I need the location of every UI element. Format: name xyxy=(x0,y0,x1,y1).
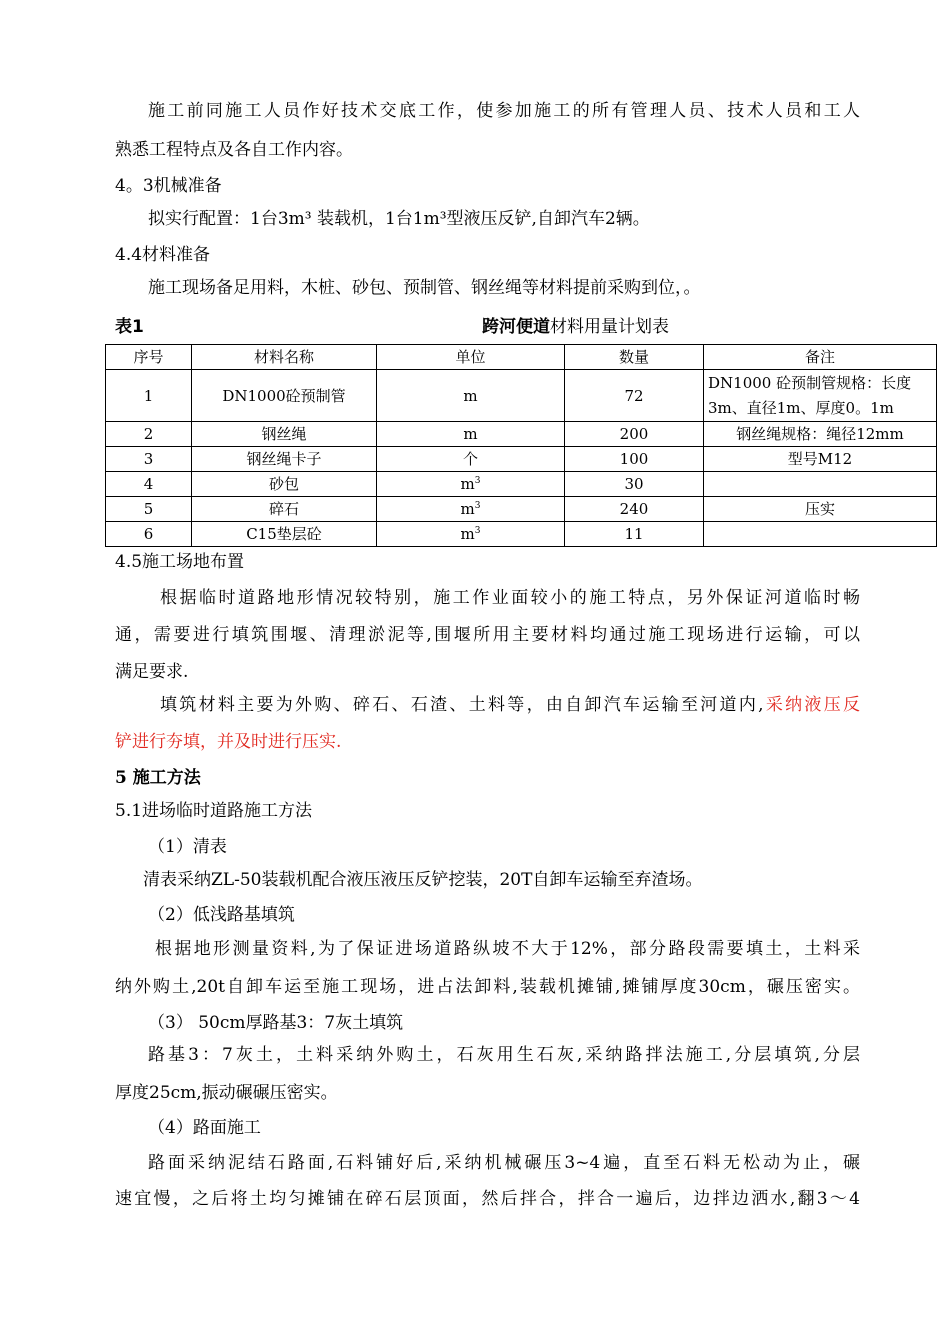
unit-text: m xyxy=(460,475,475,493)
table-caption-title xyxy=(482,312,669,337)
paragraph-line: 根据临时道路地形情况较特别，施工作业面较小的施工特点，另外保证河道临时畅 xyxy=(160,588,860,608)
paragraph-line: 路基3：7灰土，土料采纳外购土，石灰用生石灰,采纳路拌法施工,分层填筑,分层 xyxy=(148,1045,860,1065)
paragraph-line: 通，需要进行填筑围堰、清理淤泥等,围堰所用主要材料均通过施工现场进行运输，可以 xyxy=(115,625,860,645)
section-heading-4-4: 4.4材料准备 xyxy=(115,245,211,265)
paragraph-line: 路面采纳泥结石路面,石料铺好后,采纳机械碾压3~4遍，直至石料无松动为止，碾 xyxy=(148,1153,860,1173)
table-row xyxy=(106,497,937,522)
cell-note xyxy=(704,522,937,547)
cell-name: 碎石 xyxy=(192,497,377,522)
cell-note: 压实 xyxy=(704,497,937,522)
section-heading-5-1: 5.1进场临时道路施工方法 xyxy=(115,801,313,821)
cell-name: C15垫层砼 xyxy=(192,522,377,547)
header-cell: 序号 xyxy=(106,345,192,370)
paragraph-line: 清表采纳ZL-50装载机配合液压液压反铲挖装，20T自卸车运输至弃渣场。 xyxy=(143,870,703,890)
highlighted-text: 采纳液压反 xyxy=(763,695,861,715)
paragraph-line: 施工现场备足用料，木桩、砂包、预制管、钢丝绳等材料提前采购到位，。 xyxy=(148,278,701,298)
cell-name: 钢丝绳 xyxy=(192,422,377,447)
header-cell: 备注 xyxy=(704,345,937,370)
cell-name: DN1000砼预制管 xyxy=(192,370,377,422)
table-row xyxy=(106,447,937,472)
header-cell: 单位 xyxy=(377,345,565,370)
cell-unit: m xyxy=(377,370,565,422)
paragraph-line: 厚度25cm,振动碾碾压密实。 xyxy=(115,1083,338,1103)
section-heading-5: 5 施工方法 xyxy=(115,768,201,788)
cell-qty: 30 xyxy=(565,472,704,497)
table-row xyxy=(106,422,937,447)
table-row xyxy=(106,370,937,422)
cell-note xyxy=(704,370,937,422)
table-caption-title-rest: 材料用量计划表 xyxy=(550,317,669,337)
table-row xyxy=(106,472,937,497)
section-heading-4-3: 4。3机械准备 xyxy=(115,176,222,196)
paragraph-line: 满足要求. xyxy=(115,662,189,682)
cell-no: 3 xyxy=(106,447,192,472)
header-cell: 数量 xyxy=(565,345,704,370)
cell-no: 5 xyxy=(106,497,192,522)
section-heading-4-5: 4.5施工场地布置 xyxy=(115,552,245,572)
cell-qty: 200 xyxy=(565,422,704,447)
cell-qty: 100 xyxy=(565,447,704,472)
header-cell: 材料名称 xyxy=(192,345,377,370)
cell-qty: 72 xyxy=(565,370,704,422)
highlighted-text: 铲进行夯填，并及时进行压实. xyxy=(115,732,342,752)
cell-no: 1 xyxy=(106,370,192,422)
table-caption xyxy=(115,312,860,336)
cell-name: 砂包 xyxy=(192,472,377,497)
paragraph-line: 拟实行配置：1台3m³ 装载机，1台1m³型液压反铲,自卸汽车2辆。 xyxy=(148,209,650,229)
paragraph-line: 纳外购土,20t自卸车运至施工现场，进占法卸料,装载机摊铺,摊铺厚度30cm，碾压密实。 xyxy=(115,977,860,997)
unit-superscript: 3 xyxy=(474,501,481,511)
unit-text: m xyxy=(460,525,475,543)
cell-unit: m xyxy=(377,422,565,447)
item-title: （4）路面施工 xyxy=(148,1118,261,1138)
cell-note: 钢丝绳规格：绳径12mm xyxy=(704,422,937,447)
cell-note-line: DN1000 砼预制管规格：长度 xyxy=(708,373,912,392)
item-title: （2）低浅路基填筑 xyxy=(148,905,295,925)
cell-note-line: 3m、直径1m、厚度0。1m xyxy=(708,398,894,417)
cell-no: 6 xyxy=(106,522,192,547)
table-caption-label: 表1 xyxy=(115,317,144,337)
cell-qty: 240 xyxy=(565,497,704,522)
item-title: （1）清表 xyxy=(148,837,227,857)
table-row xyxy=(106,522,937,547)
cell-unit xyxy=(377,497,565,522)
unit-text: m xyxy=(460,500,475,518)
cell-unit: 个 xyxy=(377,447,565,472)
material-table xyxy=(105,344,937,547)
cell-qty: 11 xyxy=(565,522,704,547)
paragraph-line: 速宜慢，之后将土均匀摊铺在碎石层顶面，然后拌合，拌合一遍后，边拌边洒水,翻3～4 xyxy=(115,1189,860,1209)
paragraph-line: 熟悉工程特点及各自工作内容。 xyxy=(115,140,353,160)
cell-no: 2 xyxy=(106,422,192,447)
unit-superscript: 3 xyxy=(474,476,481,486)
paragraph-line xyxy=(160,694,860,716)
item-title: （3） 50cm厚路基3：7灰土填筑 xyxy=(148,1013,404,1033)
table-header-row xyxy=(106,345,937,370)
table-caption-title-bold: 跨河便道 xyxy=(482,317,550,337)
cell-unit xyxy=(377,472,565,497)
paragraph-line: 根据地形测量资料,为了保证进场道路纵坡不大于12%，部分路段需要填土，土料采 xyxy=(155,939,860,959)
paragraph-line: 施工前同施工人员作好技术交底工作，使参加施工的所有管理人员、技术人员和工人 xyxy=(148,101,860,121)
cell-note xyxy=(704,472,937,497)
cell-no: 4 xyxy=(106,472,192,497)
cell-unit xyxy=(377,522,565,547)
cell-note: 型号M12 xyxy=(704,447,937,472)
paragraph-text: 填筑材料主要为外购、碎石、石渣、土料等，由自卸汽车运输至河道内, xyxy=(160,695,764,715)
unit-superscript: 3 xyxy=(474,526,481,536)
cell-name: 钢丝绳卡子 xyxy=(192,447,377,472)
